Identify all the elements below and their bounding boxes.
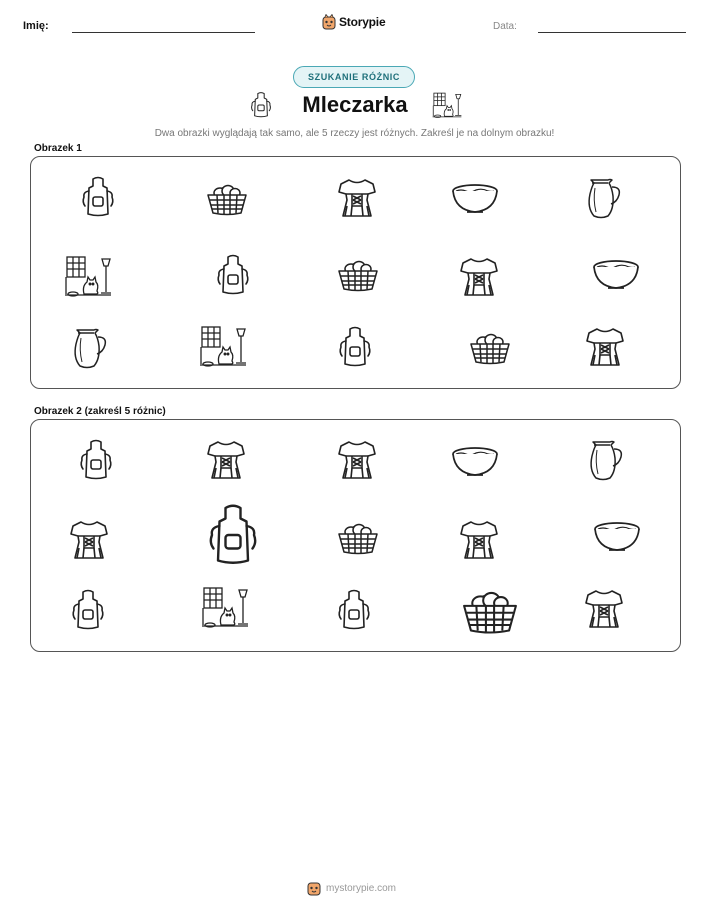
dress-icon <box>582 587 626 631</box>
room-icon <box>199 324 247 368</box>
jug-icon <box>582 176 622 220</box>
date-label: Data: <box>493 21 517 32</box>
jug-icon <box>584 438 624 482</box>
dress-icon <box>583 325 627 369</box>
apron-icon <box>78 175 118 219</box>
apron-icon <box>76 438 116 482</box>
bowl-icon <box>450 445 500 479</box>
basket-icon <box>468 329 512 365</box>
brand-name: Storypie <box>339 15 386 29</box>
footer <box>307 880 396 896</box>
bowl-icon <box>592 520 642 554</box>
bowl-icon <box>450 182 500 216</box>
dress-icon <box>457 255 501 299</box>
basket-icon <box>336 519 380 555</box>
activity-badge: SZUKANIE RÓŻNIC <box>293 66 415 88</box>
basket-icon <box>460 580 520 640</box>
dress-icon <box>335 176 379 220</box>
picture2-label: Obrazek 2 (zakreśl 5 różnic) <box>34 406 166 417</box>
dress-icon <box>335 438 379 482</box>
basket-icon <box>336 256 380 292</box>
page-title: Mleczarka <box>302 92 408 117</box>
room-icon <box>201 585 249 629</box>
apron-icon <box>334 588 374 632</box>
picture1-label: Obrazek 1 <box>34 143 82 154</box>
name-label: Imię: <box>23 20 49 32</box>
instructions: Dwa obrazki wyglądają tak samo, ale 5 rzeczy jest różnych. Zakreśl je na dolnym obrazku! <box>154 128 555 139</box>
storypie-mascot-icon <box>307 880 321 896</box>
jug-icon <box>68 326 108 370</box>
basket-icon <box>205 180 249 216</box>
room-icon <box>64 254 112 298</box>
apron-icon <box>68 588 108 632</box>
dress-icon <box>204 438 248 482</box>
apron-icon <box>213 253 253 297</box>
apron-icon <box>199 502 267 568</box>
footer-url: mystorypie.com <box>326 882 397 894</box>
dress-icon <box>67 518 111 562</box>
apron-icon <box>335 325 375 369</box>
bowl-icon <box>591 258 641 292</box>
dress-icon <box>457 518 501 562</box>
